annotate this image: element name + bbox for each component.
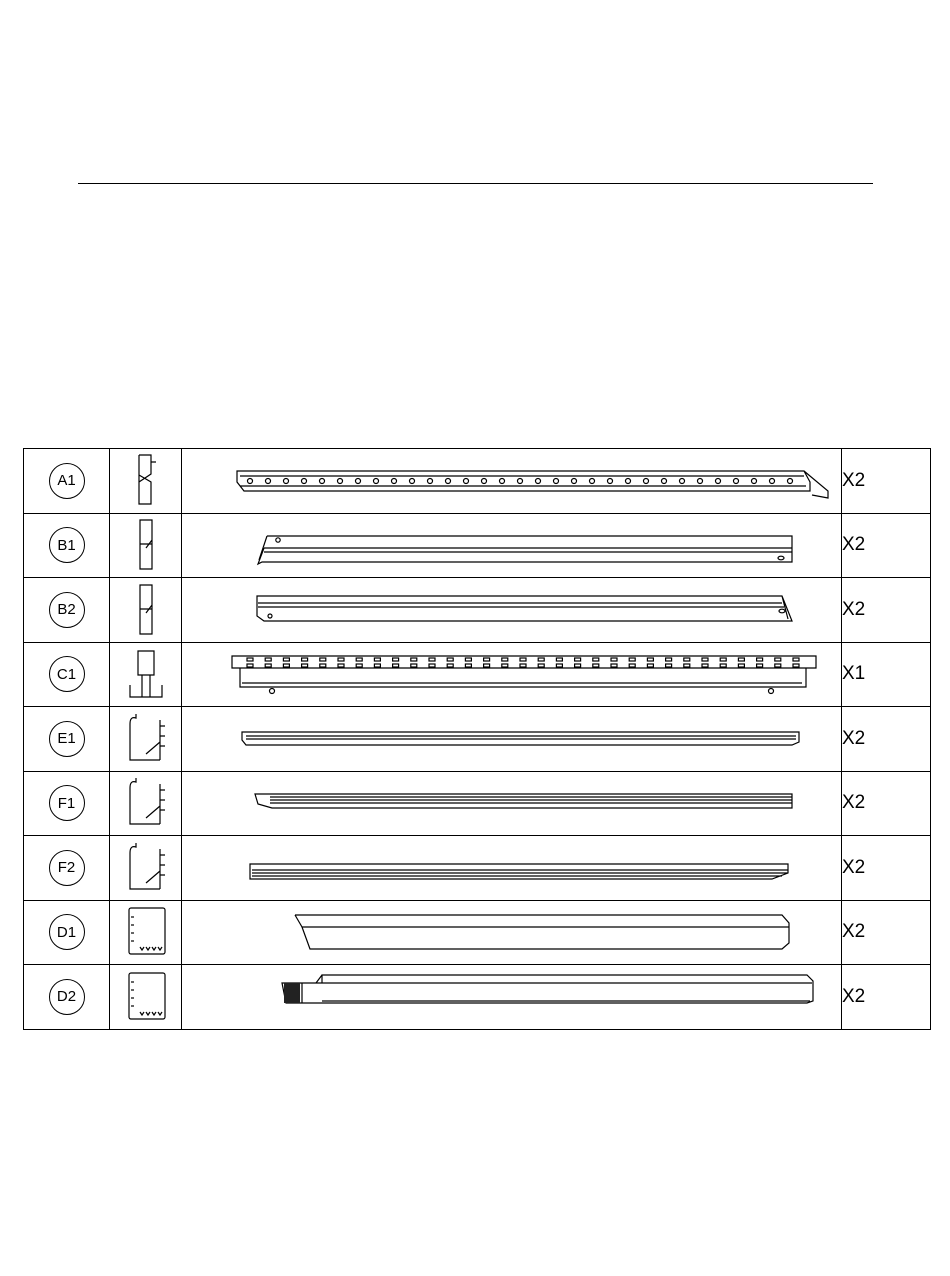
table-row bbox=[24, 578, 931, 643]
profile-cell bbox=[110, 900, 182, 965]
profile-cell bbox=[110, 513, 182, 578]
part-code-label: F2 bbox=[49, 850, 85, 886]
part-drawing-cell bbox=[182, 836, 842, 901]
quantity-label: X2 bbox=[842, 836, 931, 901]
hook-channel-profile-icon bbox=[116, 774, 176, 832]
thin-rail-left-drawing bbox=[192, 774, 832, 832]
hook-channel-profile-icon bbox=[116, 839, 176, 897]
part-code-cell bbox=[24, 578, 110, 643]
header-rule bbox=[78, 183, 873, 184]
table-row bbox=[24, 707, 931, 772]
quantity-label: X2 bbox=[842, 707, 931, 772]
part-code-label: D1 bbox=[49, 914, 85, 950]
part-drawing-cell bbox=[182, 965, 842, 1030]
square-tube-profile-icon bbox=[116, 968, 176, 1026]
quantity-label: X2 bbox=[842, 900, 931, 965]
part-code-cell bbox=[24, 642, 110, 707]
part-drawing-cell bbox=[182, 900, 842, 965]
parts-table bbox=[23, 448, 931, 1030]
part-code-label: B2 bbox=[49, 592, 85, 628]
split-plate-profile-icon bbox=[116, 516, 176, 574]
profile-cell bbox=[110, 707, 182, 772]
part-code-label: B1 bbox=[49, 527, 85, 563]
table-row bbox=[24, 836, 931, 901]
table-row bbox=[24, 900, 931, 965]
flat-beam-left-drawing bbox=[192, 516, 832, 574]
profile-cell bbox=[110, 578, 182, 643]
part-drawing-cell bbox=[182, 771, 842, 836]
quantity-label: X1 bbox=[842, 642, 931, 707]
table-row bbox=[24, 513, 931, 578]
profile-cell bbox=[110, 771, 182, 836]
profile-cell bbox=[110, 965, 182, 1030]
part-drawing-cell bbox=[182, 642, 842, 707]
part-code-cell bbox=[24, 965, 110, 1030]
thin-rail-drawing bbox=[192, 710, 832, 768]
part-drawing-cell bbox=[182, 578, 842, 643]
flat-beam-right-drawing bbox=[192, 581, 832, 639]
profile-cell bbox=[110, 642, 182, 707]
part-code-cell bbox=[24, 836, 110, 901]
box-bar-drawing bbox=[192, 968, 832, 1026]
part-code-label: D2 bbox=[49, 979, 85, 1015]
profile-cell bbox=[110, 449, 182, 514]
part-drawing-cell bbox=[182, 513, 842, 578]
t-channel-profile-icon bbox=[116, 645, 176, 703]
perforated-channel-drawing bbox=[192, 645, 832, 703]
part-code-cell bbox=[24, 771, 110, 836]
hook-channel-profile-icon bbox=[116, 710, 176, 768]
quantity-label: X2 bbox=[842, 771, 931, 836]
table-row bbox=[24, 965, 931, 1030]
part-code-label: F1 bbox=[49, 785, 85, 821]
square-tube-profile-icon bbox=[116, 903, 176, 961]
part-code-label: C1 bbox=[49, 656, 85, 692]
part-drawing-cell bbox=[182, 707, 842, 772]
angle-bar-drawing bbox=[192, 903, 832, 961]
part-code-cell bbox=[24, 707, 110, 772]
part-code-cell bbox=[24, 449, 110, 514]
zigzag-bracket-profile-icon bbox=[116, 452, 176, 510]
part-code-cell bbox=[24, 513, 110, 578]
table-row bbox=[24, 771, 931, 836]
quantity-label: X2 bbox=[842, 578, 931, 643]
part-code-cell bbox=[24, 900, 110, 965]
table-row bbox=[24, 449, 931, 514]
part-code-label: E1 bbox=[49, 721, 85, 757]
profile-cell bbox=[110, 836, 182, 901]
quantity-label: X2 bbox=[842, 965, 931, 1030]
perforated-rail-drawing bbox=[192, 452, 832, 510]
split-plate-profile-icon bbox=[116, 581, 176, 639]
table-row bbox=[24, 642, 931, 707]
quantity-label: X2 bbox=[842, 513, 931, 578]
quantity-label: X2 bbox=[842, 449, 931, 514]
thin-rail-right-drawing bbox=[192, 839, 832, 897]
part-code-label: A1 bbox=[49, 463, 85, 499]
part-drawing-cell bbox=[182, 449, 842, 514]
